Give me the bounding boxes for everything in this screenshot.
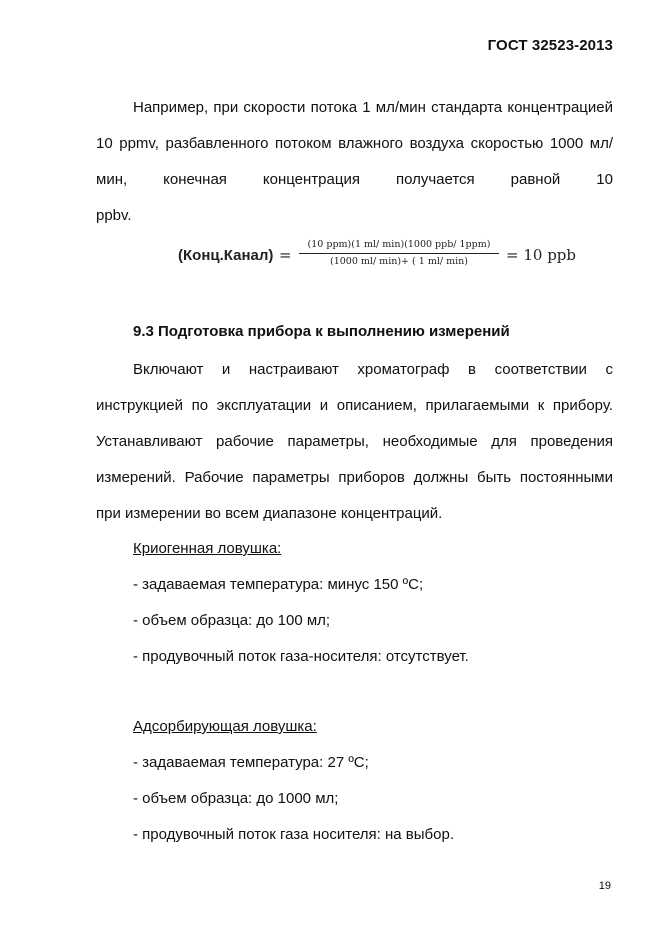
formula-denominator: (1000 ml/ min)+ ( 1 ml/ min) bbox=[330, 256, 468, 267]
concentration-formula bbox=[178, 239, 578, 275]
formula-equals: = bbox=[279, 246, 292, 264]
cryo-trap-item: - продувочный поток газа-носителя: отсутствует. bbox=[133, 648, 469, 665]
formula-lhs: (Конц.Канал) bbox=[178, 247, 274, 264]
adsorb-trap-heading: Адсорбирующая ловушка: bbox=[133, 718, 317, 735]
formula-fraction-bar bbox=[299, 253, 499, 254]
document-code-header: ГОСТ 32523-2013 bbox=[487, 37, 613, 54]
adsorb-trap-item: - объем образца: до 1000 мл; bbox=[133, 790, 339, 807]
preparation-paragraph bbox=[96, 352, 613, 532]
preparation-paragraph-body: Включают и настраивают хроматограф в соответствии с инструкцией по эксплуатации и описанием, прилагаемыми к прибору. Устанавливают рабочие параметры, необходимые для проведения измерений. Рабочие параметры приборов должны быть постоянными bbox=[96, 361, 613, 486]
example-paragraph-body: Например, при скорости потока 1 мл/мин стандарта концентрацией 10 ppmv, разбавленного потоком влажного воздуха скоростью 1000 мл/мин, конечная концентрация получается равной 10 bbox=[96, 99, 613, 188]
formula-numerator: (10 ppm)(1 ml/ min)(1000 ppb/ 1ppm) bbox=[307, 239, 491, 250]
example-paragraph-last-line: ppbv. bbox=[96, 207, 132, 224]
adsorb-trap-item: - задаваемая температура: 27 ºС; bbox=[133, 754, 369, 771]
adsorb-trap-item: - продувочный поток газа носителя: на выбор. bbox=[133, 826, 454, 843]
cryo-trap-item: - объем образца: до 100 мл; bbox=[133, 612, 331, 629]
formula-result: = 10 ppb bbox=[506, 246, 576, 264]
cryo-trap-heading: Криогенная ловушка: bbox=[133, 540, 282, 557]
cryo-trap-item: - задаваемая температура: минус 150 ºС; bbox=[133, 576, 424, 593]
section-title: 9.3 Подготовка прибора к выполнению измерений bbox=[133, 323, 510, 340]
example-paragraph bbox=[96, 90, 613, 234]
page-number: 19 bbox=[598, 880, 611, 892]
preparation-paragraph-last-line: при измерении во всем диапазоне концентраций. bbox=[96, 505, 443, 522]
